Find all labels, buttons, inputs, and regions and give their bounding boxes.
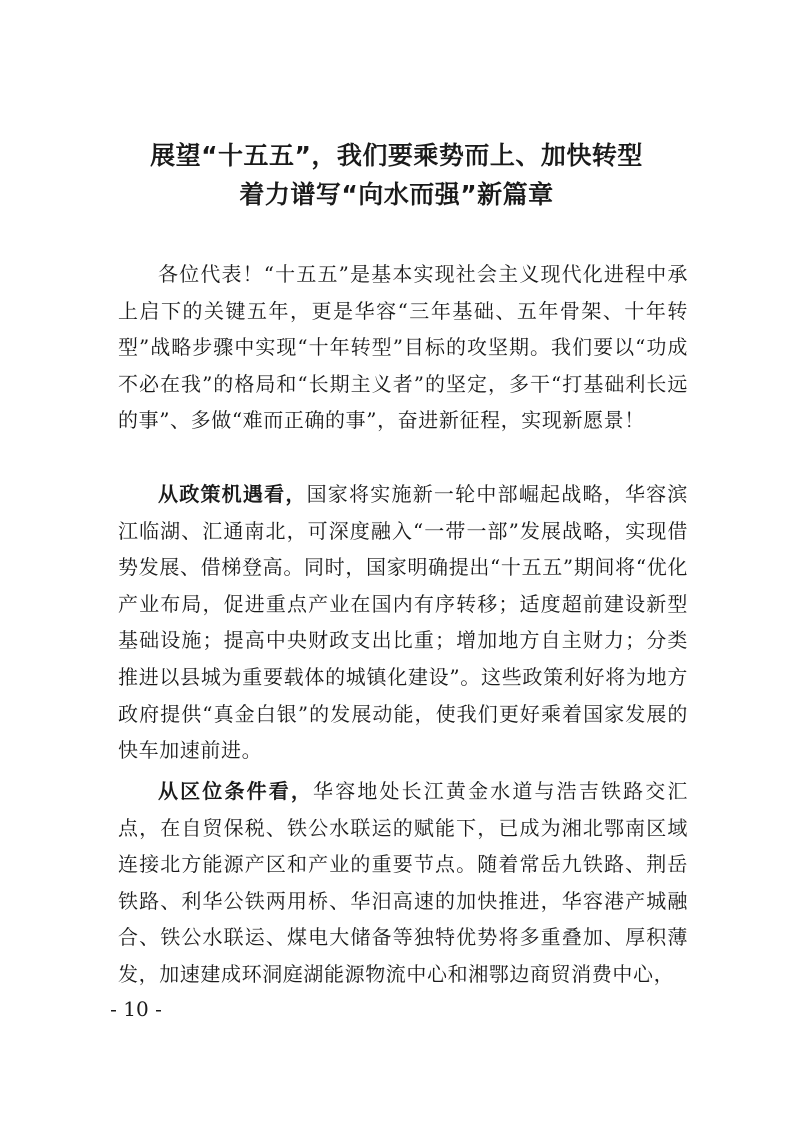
paragraph-intro <box>118 256 688 476</box>
paragraph-text: 国家将实施新一轮中部崛起战略，华容滨江临湖、汇通南北，可深度融入“一带一部”发展战略，实现借势发展、借梯登高。同时，国家明确提出“十五五”期间将“优化产业布局，促进重点产业在国内有序转移；适度超前建设新型基础设施；提高中央财政支出比重；增加地方自主财力；分类推进以县城为重要载体的城镇化建设”。这些政策利好将为地方政府提供“真金白银”的发展动能，使我们更好乘着国家发展的快车加速前进。 <box>118 482 688 763</box>
title-line-1: 展望“十五五”，我们要乘势而上、加快转型 <box>150 141 643 170</box>
paragraph-policy <box>118 476 688 773</box>
paragraph-lead: 从区位条件看， <box>158 779 314 803</box>
paragraph-text: 华容地处长江黄金水道与浩吉铁路交汇点，在自贸保税、铁公水联运的赋能下，已成为湘北鄂南区域连接北方能源产区和产业的重要节点。随着常岳九铁路、荆岳铁路、利华公铁两用桥、华汨高速的加快推进，华容港产城融合、铁公水联运、煤电大储备等独特优势将多重叠加、厚积薄发，加速建成环洞庭湖能源物流中心和湘鄂边商贸消费中心， <box>118 779 689 986</box>
paragraph-location <box>118 773 688 993</box>
title-line-2: 着力谱写“向水而强”新篇章 <box>239 180 554 209</box>
page-number: - 10 - <box>110 997 162 1021</box>
paragraph-lead: 从政策机遇看， <box>158 482 307 506</box>
paragraph-text: 各位代表！“十五五”是基本实现社会主义现代化进程中承上启下的关键五年，更是华容“三年基础、五年骨架、十年转型”战略步骤中实现“十年转型”目标的攻坚期。我们要以“功成不必在我”的格局和“长期主义者”的坚定，多干“打基础利长远的事”、多做“难而正确的事”，奋进新征程，实现新愿景！ <box>118 262 688 433</box>
body-text <box>118 256 688 993</box>
